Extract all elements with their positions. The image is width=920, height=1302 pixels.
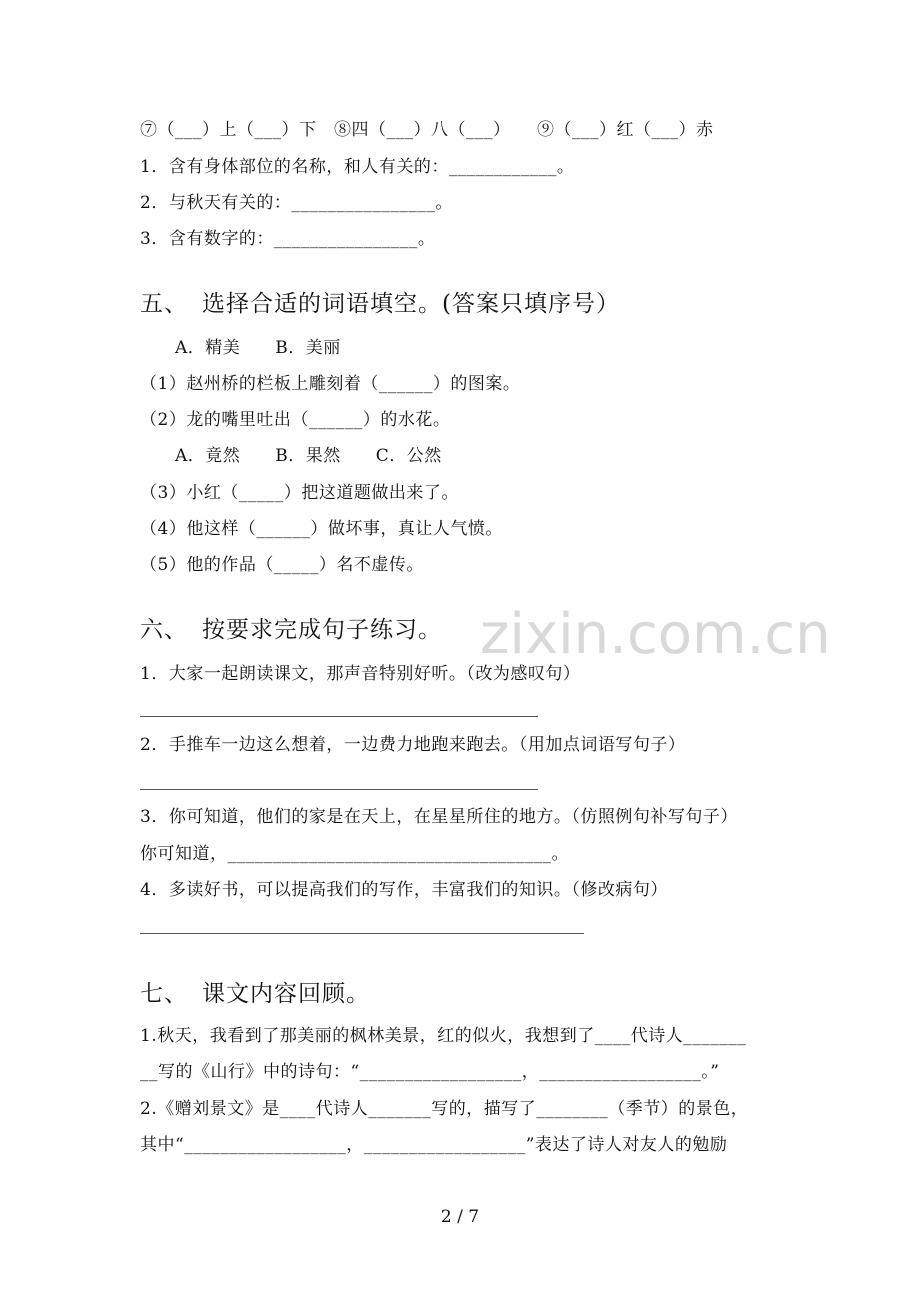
q5-item-4: （4）他这样（______）做坏事，真让人气愤。 [140, 519, 503, 539]
q5-item-3: （3）小红（_____）把这道题做出来了。 [140, 483, 459, 503]
q4-item-1: 1．含有身体部位的名称，和人有关的：____________。 [140, 157, 575, 177]
answer-line [140, 789, 538, 790]
q5-item-1: （1）赵州桥的栏板上雕刻着（______）的图案。 [140, 374, 521, 394]
answer-line [140, 933, 584, 934]
q6-item-3: 3．你可知道，他们的家是在天上，在星星所住的地方。（仿照例句补写句子） [140, 807, 738, 827]
q6-item-4: 4．多读好书，可以提高我们的写作，丰富我们的知识。（修改病句） [140, 880, 668, 900]
answer-line [140, 716, 538, 717]
q7-line-2: __写的《山行》中的诗句：“__________________，__________________。” [140, 1062, 720, 1082]
q5-item-2: （2）龙的嘴里吐出（______）的水花。 [140, 410, 451, 430]
q4-item-3: 3．含有数字的：________________。 [140, 229, 436, 249]
q7-line-1: 1.秋天，我看到了那美丽的枫林美景，红的似火，我想到了____代诗人_______ [140, 1026, 747, 1046]
q7-line-4: 其中“__________________，__________________”表达了诗人对友人的勉励 [140, 1135, 728, 1155]
section-6-number: 六、 [140, 617, 188, 643]
word-options-2: A．竟然 B．果然 C．公然 [175, 446, 442, 466]
section-7-heading [140, 978, 370, 1010]
q7-line-3: 2.《赠刘景文》是____代诗人_______写的，描写了________（季节）的景色， [140, 1099, 749, 1119]
word-options-1: A．精美 B．美丽 [175, 338, 341, 358]
section-6-heading [140, 614, 442, 646]
page-number: 2 / 7 [440, 1207, 480, 1227]
section-7-title: 课文内容回顾。 [202, 981, 370, 1007]
section-6-title: 按要求完成句子练习。 [202, 617, 442, 643]
section-5-number: 五、 [140, 291, 188, 317]
section-5-heading [140, 288, 620, 320]
section-5-title: 选择合适的词语填空。(答案只填序号） [202, 291, 620, 317]
q4-item-2: 2．与秋天有关的：________________。 [140, 193, 453, 213]
q6-item-2: 2．手推车一边这么想着，一边费力地跑来跑去。（用加点词语写句子） [140, 735, 686, 755]
q6-item-3-continuation: 你可知道，____________________________________。 [140, 844, 569, 864]
q6-item-1: 1．大家一起朗读课文，那声音特别好听。（改为感叹句） [140, 664, 581, 684]
q5-item-5: （5）他的作品（_____）名不虚传。 [140, 555, 424, 575]
idiom-fill-row: ⑦（___）上（___）下 ⑧四（___）八（___） ⑨（___）红（___）赤 [140, 120, 714, 140]
section-7-number: 七、 [140, 981, 188, 1007]
watermark: zixin.com.cn [480, 602, 831, 667]
